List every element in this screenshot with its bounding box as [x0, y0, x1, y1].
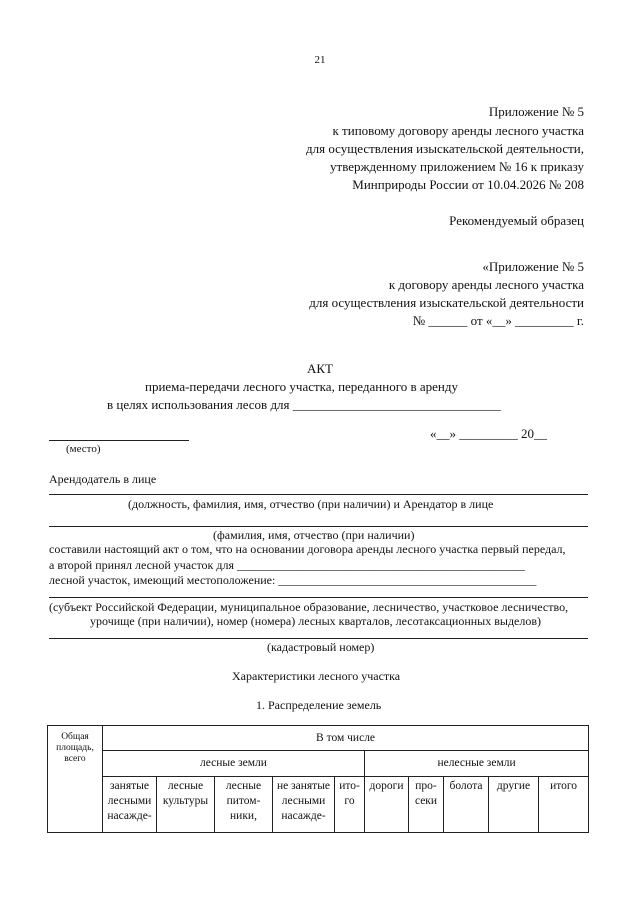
body-line-1: составили настоящий акт о том, что на основании договора аренды лесного участка первый передал,	[49, 542, 566, 556]
caption-lessor: (должность, фамилия, имя, отчество (при наличии) и Арендатор в лице	[128, 497, 494, 511]
contract-appendix-line3: для осуществления изыскательской деятельности	[309, 295, 584, 310]
caption-location-2: урочище (при наличии), номер (номера) лесных кварталов, лесотаксационных выделов)	[90, 614, 542, 628]
body-line-2: а второй принял лесной участок для ________________________________________________	[49, 558, 525, 572]
place-line	[49, 440, 189, 441]
caption-location-1: (субъект Российской Федерации, муниципальное образование, лесничество, участковое лесничество,	[49, 600, 569, 614]
caption-tenant: (фамилия, имя, отчество (при наличии)	[213, 528, 415, 542]
contract-appendix-line2: к договору аренды лесного участка	[388, 277, 584, 292]
col-unoccupied: не занятые лесными насажде-	[273, 777, 335, 833]
caption-cadastral: (кадастровый номер)	[267, 640, 375, 654]
appendix-header-line4: утвержденному приложением № 16 к приказу	[330, 159, 584, 174]
appendix-header-line2: к типовому договору аренды лесного участка	[332, 123, 584, 138]
section-title: Характеристики лесного участка	[232, 669, 401, 683]
col-swamps: болота	[444, 777, 489, 833]
land-distribution-table	[47, 725, 589, 833]
col-nurseries: лесные питом-ники,	[215, 777, 273, 833]
header-including: В том числе	[103, 726, 589, 751]
col-clearings: про-секи	[409, 777, 444, 833]
appendix-header-line5: Минприроды России от 10.04.2026 № 208	[352, 177, 584, 192]
recommended-sample: Рекомендуемый образец	[449, 213, 584, 228]
appendix-header-line1: Приложение № 5	[488, 104, 584, 119]
col-nonforest-total: итого	[539, 777, 589, 833]
col-occupied: занятые лесными насажде-	[103, 777, 157, 833]
col-roads: дороги	[365, 777, 409, 833]
date-template: «__» _________ 20__	[430, 426, 547, 441]
location-line	[49, 597, 588, 598]
col-cultures: лесные культуры	[157, 777, 215, 833]
contract-appendix-line1: «Приложение № 5	[482, 259, 584, 274]
act-subtitle-2: в целях использования лесов для ________________________________	[107, 397, 501, 412]
act-subtitle-1: приема-передачи лесного участка, переданного в аренду	[145, 379, 458, 394]
page-number: 21	[314, 54, 326, 66]
body-line-3: лесной участок, имеющий местоположение: ___________________________________________	[49, 573, 537, 587]
section-subtitle: 1. Распределение земель	[256, 698, 382, 712]
col-total-area: Общая площадь, всего	[48, 726, 103, 833]
header-nonforest-lands: нелесные земли	[365, 751, 589, 777]
lessor-line	[49, 494, 588, 495]
tenant-line	[49, 526, 588, 527]
appendix-header-line3: для осуществления изыскательской деятельности,	[306, 141, 584, 156]
cadastral-line	[49, 638, 588, 639]
col-forest-total: ито-го	[335, 777, 365, 833]
contract-appendix-line4: № ______ от «__» _________ г.	[412, 313, 584, 328]
col-other: другие	[489, 777, 539, 833]
header-forest-lands: лесные земли	[103, 751, 365, 777]
act-title: АКТ	[307, 361, 333, 376]
place-caption: (место)	[66, 443, 101, 455]
lessor-label: Арендодатель в лице	[49, 472, 157, 486]
